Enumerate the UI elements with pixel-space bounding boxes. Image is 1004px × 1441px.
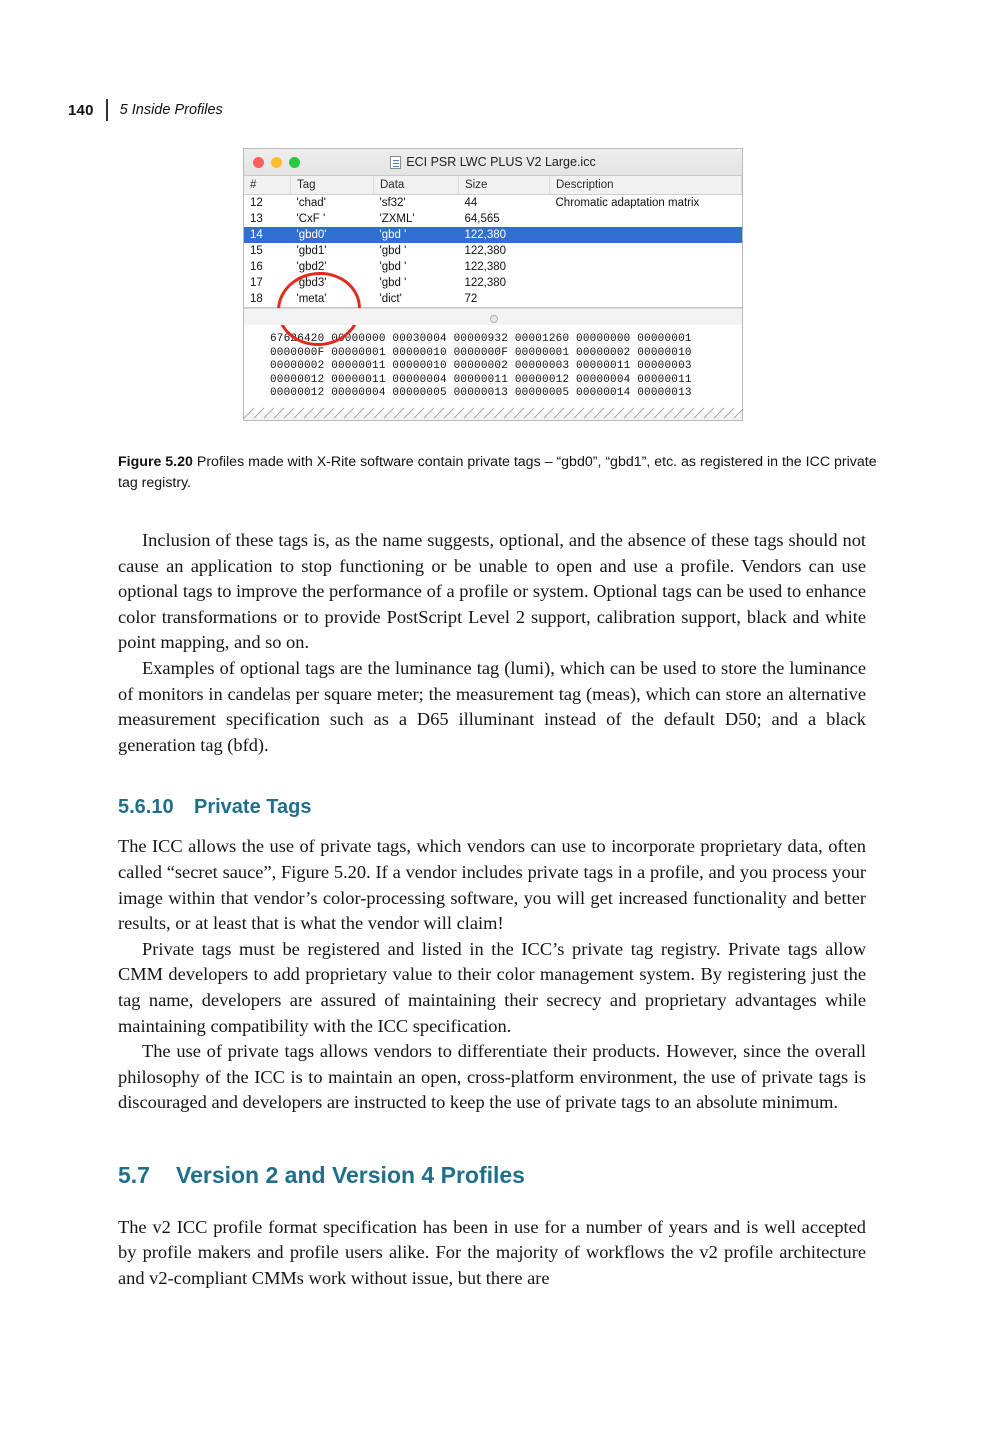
cell-data: 'sf32' — [379, 197, 406, 209]
cell-size: 72 — [464, 293, 478, 305]
document-icon — [390, 156, 401, 169]
paragraph-6: The v2 ICC profile format specification has been in use for a number of years and is well accepted by profile makers and profile users alike. For the majority of workflows the v2 profile architecture and v2-compliant CMMs work without issue, but there are — [118, 1216, 866, 1289]
cell-num: 12 — [250, 197, 263, 209]
hex-line: 00000012 00000011 00000004 00000011 00000012 00000004 00000011 — [270, 373, 692, 386]
hex-line: 00000002 00000011 00000010 00000002 00000003 00000011 00000003 — [270, 360, 692, 373]
tag-table-header-row — [244, 176, 742, 195]
hex-line: 0000000F 00000001 00000010 0000000F 00000001 00000002 00000010 — [270, 346, 692, 359]
column-header-tag[interactable]: Tag — [291, 176, 374, 195]
heading-5-6-10 — [118, 796, 866, 819]
cell-data: 'gbd ' — [379, 277, 407, 289]
body-text — [118, 528, 866, 1292]
tag-table[interactable] — [244, 176, 742, 307]
cell-size: 64,565 — [464, 213, 500, 225]
window-title — [244, 155, 742, 169]
cell-data: 'gbd ' — [379, 261, 407, 273]
figure-caption-text: Profiles made with X-Rite software contain private tags – “gbd0”, “gbd1”, etc. as registered in the ICC private tag registry. — [118, 454, 877, 491]
heading-5-7 — [118, 1162, 866, 1189]
cell-num: 14 — [244, 227, 291, 243]
cell-tag: 'gbd3' — [296, 277, 327, 289]
cell-data: 'dict' — [379, 293, 402, 305]
paragraph-3: The ICC allows the use of private tags, which vendors can use to incorporate proprietary data, often called “secret sauce”, Figure 5.20. If a vendor includes private tags in a profile, and you process your image within that vendor’s color-processing software, you will get increased functionality and better results, or at least that is what the vendor will claim! — [118, 836, 866, 934]
table-row[interactable] — [244, 259, 742, 275]
window-title-text: ECI PSR LWC PLUS V2 Large.icc — [406, 155, 596, 169]
cell-num: 16 — [250, 261, 263, 273]
pane-resize-handle[interactable] — [244, 308, 742, 325]
cell-num: 13 — [250, 213, 263, 225]
cell-tag: 'meta' — [296, 293, 327, 305]
cell-tag: 'gbd0' — [291, 227, 374, 243]
cell-data: 'gbd ' — [374, 227, 459, 243]
figure-5-20 — [243, 148, 743, 421]
column-header-num[interactable]: # — [244, 176, 291, 195]
heading-5-6-10-number: 5.6.10 — [118, 796, 174, 819]
column-header-size[interactable]: Size — [459, 176, 550, 195]
cell-size: 122,380 — [464, 245, 507, 257]
cell-num: 15 — [250, 245, 263, 257]
running-head — [68, 98, 223, 122]
heading-5-6-10-title: Private Tags — [194, 796, 312, 819]
paragraph-1: Inclusion of these tags is, as the name suggests, optional, and the absence of these tags should not cause an application to stop functioning or be unable to open and use a profile. Vendors can use optional tags to improve the performance of a profile or system. Optional tags can be used to enhance color transformations or to provide PostScript Level 2 support, calibration support, black and white point mapping, and so on. — [118, 530, 866, 653]
paragraph-4: Private tags must be registered and listed in the ICC’s private tag registry. Private tags allow CMM developers to add proprietary value to their color management system. By registering just the tag name, developers are assured of maintaining their secrecy and proprietary advantages while maintaining compatibility with the ICC specification. — [118, 938, 866, 1036]
cell-description — [550, 211, 742, 227]
cell-description — [550, 291, 742, 307]
cell-num: 18 — [250, 293, 263, 305]
column-header-data[interactable]: Data — [374, 176, 459, 195]
running-head-rule — [106, 99, 108, 121]
cell-num: 17 — [250, 277, 263, 289]
chapter-title: 5 Inside Profiles — [119, 102, 223, 118]
column-header-description[interactable]: Description — [550, 176, 742, 195]
cell-description — [550, 275, 742, 291]
cell-size: 122,380 — [464, 277, 507, 289]
cell-tag: 'CxF ' — [296, 213, 326, 225]
paragraph-5: The use of private tags allows vendors to differentiate their products. However, since the overall philosophy of the ICC is to maintain an open, cross-platform environment, the use of private tags is discouraged and developers are instructed to keep the use of private tags to an absolute minimum. — [118, 1041, 866, 1113]
table-row[interactable] — [244, 291, 742, 307]
table-row[interactable] — [244, 275, 742, 291]
hex-dump-pane — [244, 325, 742, 407]
figure-caption-label: Figure 5.20 — [118, 454, 193, 470]
heading-5-7-title: Version 2 and Version 4 Profiles — [176, 1161, 525, 1188]
tag-table-wrapper — [244, 176, 742, 308]
cell-tag: 'chad' — [296, 197, 326, 209]
cell-data: 'ZXML' — [379, 213, 415, 225]
table-row-selected[interactable] — [244, 227, 742, 243]
cell-tag: 'gbd1' — [296, 245, 327, 257]
cell-size: 122,380 — [464, 261, 507, 273]
cell-description: Chromatic adaptation matrix — [555, 197, 700, 209]
window-title-bar — [244, 149, 742, 176]
cell-size: 44 — [464, 197, 478, 209]
table-row[interactable] — [244, 243, 742, 259]
cell-size: 122,380 — [459, 227, 550, 243]
paragraph-2: Examples of optional tags are the luminance tag (lumi), which can be used to store the luminance of monitors in candelas per square meter; the measurement tag (meas), which can store an alternative measurement specification such as a D65 illuminant instead of the default D50; and a black generation tag (bfd). — [118, 657, 866, 755]
cell-description — [550, 259, 742, 275]
cell-description — [550, 243, 742, 259]
heading-5-7-number: 5.7 — [118, 1161, 150, 1188]
cell-description — [550, 227, 742, 243]
cell-data: 'gbd ' — [379, 245, 407, 257]
page-number: 140 — [68, 101, 94, 119]
table-row[interactable] — [244, 211, 742, 227]
table-row[interactable] — [244, 195, 742, 212]
figure-caption — [118, 452, 883, 494]
hex-line: 67626420 00000000 00030004 00000932 00001260 00000000 00000001 — [270, 333, 692, 345]
screenshot-window — [243, 148, 743, 421]
hex-line: 00000012 00000004 00000005 00000013 00000005 00000014 00000013 — [270, 387, 692, 400]
cell-tag: 'gbd2' — [296, 261, 327, 273]
torn-edge — [244, 406, 742, 420]
